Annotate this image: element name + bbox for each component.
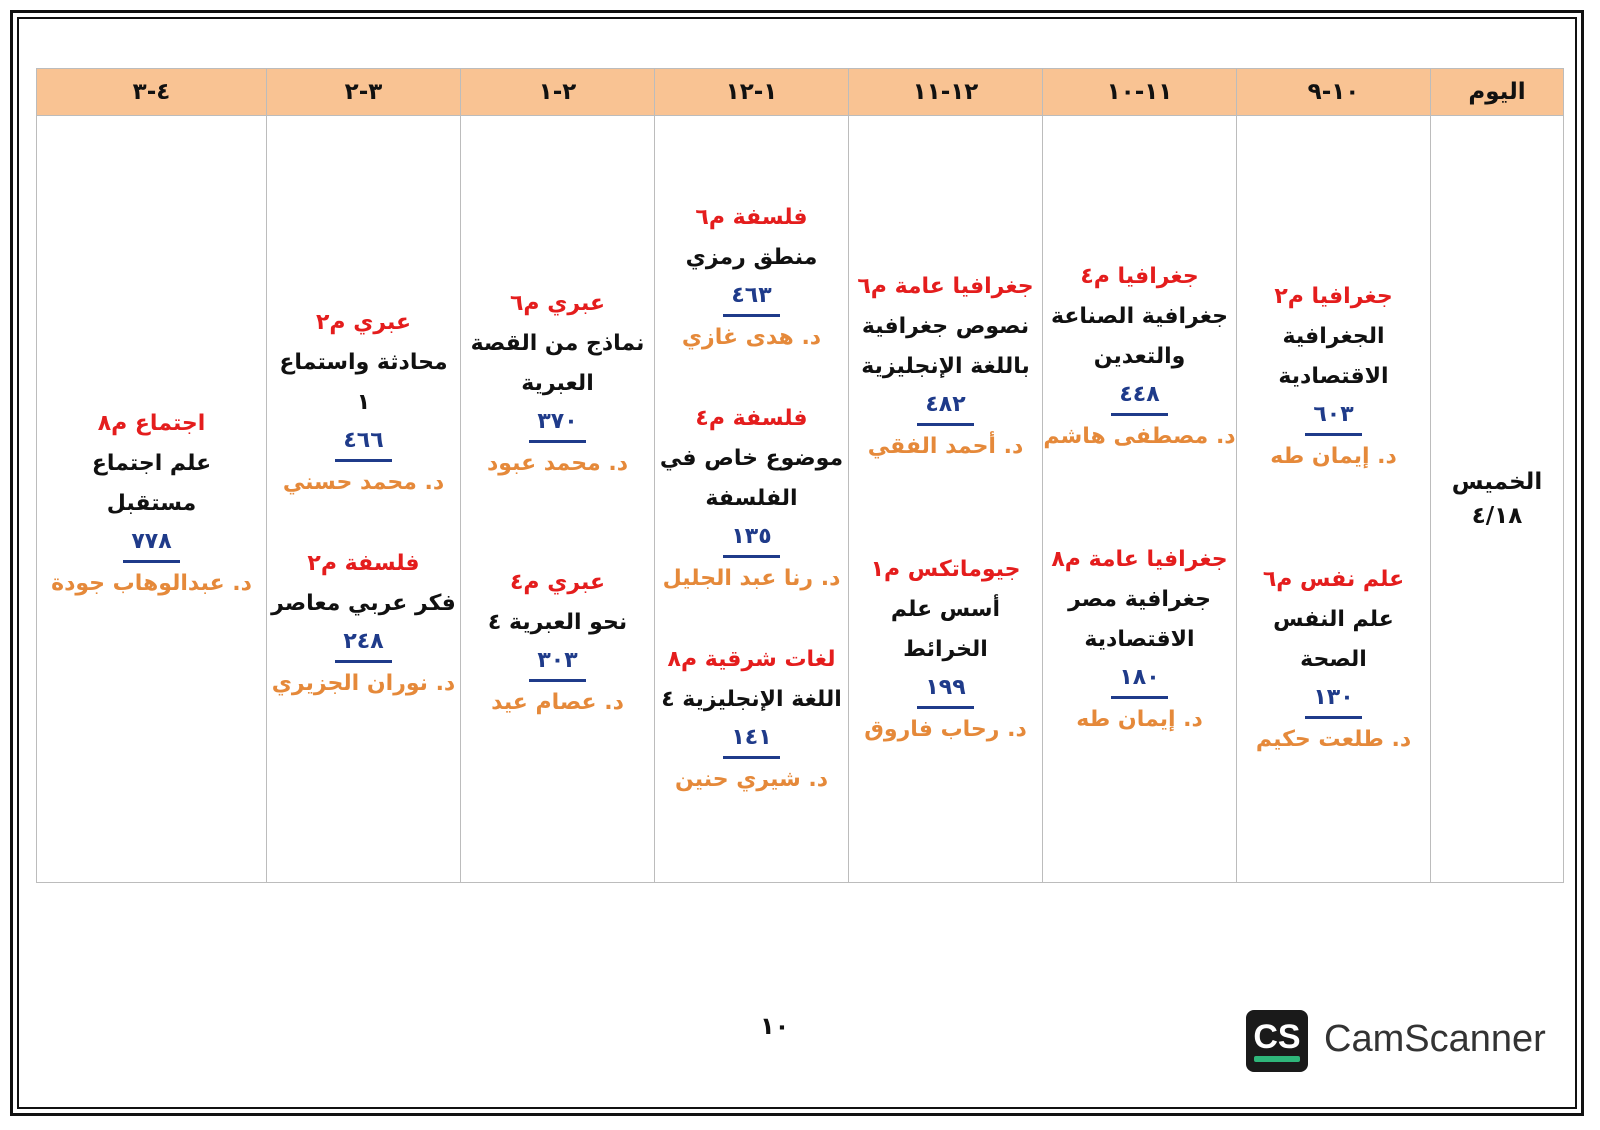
slot-cell	[655, 116, 849, 883]
course-teacher: د. عصام عيد	[491, 690, 624, 715]
day-name: الخميس	[1451, 469, 1543, 495]
course-teacher: د. نوران الجزيري	[271, 671, 456, 696]
slot-cell	[267, 116, 461, 883]
day-row	[37, 116, 1564, 883]
camscanner-logo-text: CS	[1253, 1018, 1301, 1056]
course-group: عبري م٦	[509, 291, 606, 316]
camscanner-watermark	[1246, 1010, 1546, 1072]
course-teacher: د. عبدالوهاب جودة	[51, 570, 252, 596]
course-code: ٣٠٣	[529, 643, 585, 682]
schedule-table	[36, 68, 1564, 883]
header-row	[37, 69, 1564, 116]
course-code: ١٩٩	[917, 670, 973, 709]
header-slot: ١-١٢	[655, 69, 849, 116]
day-date: ٤/١٨	[1471, 503, 1523, 529]
course-entry	[51, 404, 252, 605]
header-slot: ١١-١٠	[1043, 69, 1237, 116]
course-code: ٤٦٦	[335, 423, 391, 462]
course-code: ٤٦٣	[723, 278, 779, 317]
course-name: أسس علم الخرائط	[890, 597, 1001, 662]
course-group: جغرافيا عامة م٦	[857, 274, 1034, 299]
camscanner-logo-icon	[1246, 1010, 1308, 1072]
course-name: نحو العبرية ٤	[487, 610, 628, 635]
course-teacher: د. طلعت حكيم	[1255, 727, 1412, 752]
course-group: فلسفة م٤	[695, 405, 808, 431]
course-group: فلسفة م٦	[695, 204, 808, 230]
course-group: جغرافيا م٢	[1274, 284, 1393, 309]
course-entry	[659, 399, 844, 600]
header-slot: ١٢-١١	[849, 69, 1043, 116]
course-code: ٢٤٨	[335, 624, 391, 663]
course-entry	[661, 640, 842, 801]
course-teacher: د. إيمان طه	[1270, 444, 1397, 469]
course-name: اللغة الإنجليزية ٤	[661, 686, 842, 712]
course-name: نماذج من القصة العبرية	[470, 331, 645, 396]
course-teacher: د. أحمد الفقي	[867, 434, 1024, 459]
course-code: ١٤١	[723, 720, 779, 759]
course-entry	[853, 267, 1038, 468]
course-code: ٦٠٣	[1305, 397, 1361, 436]
course-entry	[682, 198, 821, 359]
course-teacher: د. رنا عبد الجليل	[662, 565, 841, 591]
course-entry	[1241, 277, 1426, 478]
course-code: ٤٤٨	[1111, 377, 1167, 416]
course-entry	[271, 303, 456, 504]
header-slot: ٤-٣	[37, 69, 267, 116]
course-name: الجغرافية الاقتصادية	[1278, 324, 1389, 389]
course-name: نصوص جغرافية باللغة الإنجليزية	[861, 314, 1030, 379]
slot-cell	[37, 116, 267, 883]
course-code: ١٣٥	[723, 519, 779, 558]
course-entry	[1043, 257, 1235, 458]
course-code: ١٣٠	[1305, 680, 1361, 719]
course-name: موضوع خاص في الفلسفة	[659, 445, 844, 511]
course-teacher: د. محمد عبود	[487, 451, 628, 476]
header-slot: ٢-١	[461, 69, 655, 116]
course-code: ٤٨٢	[917, 387, 973, 426]
course-entry	[271, 544, 456, 705]
camscanner-wordmark: CamScanner	[1324, 1018, 1546, 1060]
slot-cell	[461, 116, 655, 883]
course-code: ١٨٠	[1111, 660, 1167, 699]
course-group: لغات شرقية م٨	[667, 646, 836, 672]
course-teacher: د. مصطفى هاشم	[1043, 424, 1236, 449]
header-day: اليوم	[1431, 69, 1564, 116]
course-name: علم اجتماع مستقبل	[91, 450, 212, 516]
course-teacher: د. رحاب فاروق	[864, 717, 1027, 742]
slot-cell	[849, 116, 1043, 883]
course-group: جغرافيا عامة م٨	[1051, 547, 1228, 572]
course-teacher: د. محمد حسني	[282, 470, 445, 495]
course-group: جيوماتكس م١	[870, 557, 1021, 582]
course-entry	[488, 563, 627, 724]
course-group: جغرافيا م٤	[1080, 264, 1199, 289]
page-number: ١٠	[760, 1012, 790, 1040]
course-name: فكر عربي معاصر	[271, 591, 456, 616]
course-teacher: د. شيري حنين	[674, 766, 829, 792]
slot-cell	[1043, 116, 1237, 883]
course-teacher: د. إيمان طه	[1076, 707, 1203, 732]
course-group: علم نفس م٦	[1262, 567, 1405, 592]
course-teacher: د. هدى غازي	[681, 324, 822, 350]
camscanner-logo-bar	[1254, 1056, 1300, 1062]
day-cell	[1431, 116, 1564, 883]
course-code: ٣٧٠	[529, 404, 585, 443]
header-slot: ١٠-٩	[1237, 69, 1431, 116]
course-name: جغرافية مصر الاقتصادية	[1068, 587, 1211, 652]
course-name: منطق رمزي	[685, 244, 818, 270]
course-entry	[1047, 540, 1232, 741]
course-entry	[1241, 560, 1426, 761]
course-name: محادثة واستماع ١	[279, 350, 448, 415]
course-group: فلسفة م٢	[307, 551, 420, 576]
slot-cell	[1237, 116, 1431, 883]
course-group: عبري م٤	[509, 570, 606, 595]
header-slot: ٣-٢	[267, 69, 461, 116]
course-name: علم النفس الصحة	[1273, 607, 1394, 672]
course-name: جغرافية الصناعة والتعدين	[1051, 304, 1228, 369]
course-entry	[853, 550, 1038, 751]
course-group: اجتماع م٨	[97, 410, 206, 436]
course-group: عبري م٢	[315, 310, 412, 335]
course-code: ٧٧٨	[123, 524, 179, 563]
course-entry	[465, 284, 650, 485]
